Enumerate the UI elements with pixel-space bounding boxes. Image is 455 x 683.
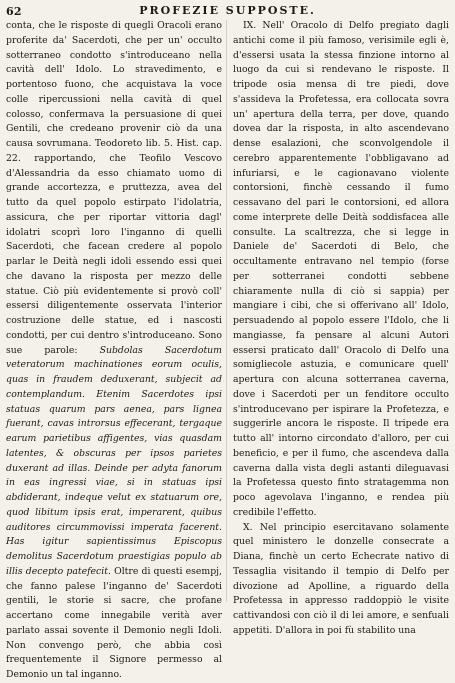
running-title: PROFEZIE SUPPOSTE. [139,4,316,17]
page-number: 62 [6,5,22,18]
paragraph-text: conta, che le risposte di quegli Oracoli erano proferite da' Sacerdoti, che per un' occulto sotterraneo condotto s'introduceano nella cavità dell' Idolo. Lo stravedimento, e portentoso fuono, che acquistava la voce colle ripercussioni nella cavità di quel colosso, confermava la persuasione di quei Gentili, che credeano provenir ciò da una causa sovrumana. Teodoreto lib. 5. Hist. cap. 22. rapportando, che Teofilo Vescovo d'Alessandria da esso chiamato uomo di grande accortezza, e pruttezza, avea del tutto da quel popolo estirpato l'idolatria, assicura, che per riportar vittoria dagl' idolatri scoprì loro l'inganno di quelli Sacerdoti, che facean credere al popolo parlar le Deità negli idoli essendo essi quei che davano la risposta per mezzo delle statue. Ciò più evidentemente si provò coll' essersi diligentemente osservata l'interior costruzione delle statue, ed i nascosti condotti, per cui dentro s'introduceano. Sono sue parole: [6,20,222,356]
paragraph-ix: IX. Nell' Oracolo di Delfo pregiato dagli antichi come il più famoso, verisimile egli è, d'essersi usata la stessa finzione intorno al luogo da cui si rendevano le risposte. Il tripode osia mensa di tre piedi, dove s'assideva la Profetessa, era collocata sovra un' apertura della terra, per dove, quando dovea dar la risposta, in alto ascendevano dense esalazioni, che sconvolgendole il cerebro apparentemente l'obbligavano ad infuriarsi, e le cagionavano violente contorsioni, finchè cessando il fumo cessavano del pari le contorsioni, ed allora come interprete delle Deità soddisfacea alle consulte. La scaltrezza, che si legge in Daniele de' Sacerdoti di Belo, che occultamente entravano nel tempio (forse per sotterranei condotti sebbene chiaramente nulla di ciò si sappia) per mangiare i cibi, che si offerivano all' Idolo, persuadendo al popolo essere l'Idolo, che li mangiasse, fa pensare al alcuni Autori essersi praticato dall' Oracolo di Delfo una somigliecole astuzia, e comunicare quell' apertura con alcuna sotterranea caverna, dove i Sacerdoti per un fenditore occulto s'introducevano per ispirare la Profetezza, e suggerirle ancora le risposte. Il tripede era tutto all' intorno circondato d'alloro, per cui beneficio, e per il fumo, che ascendeva dalla caverna dalla vista degli astanti dileguavasi la Profetessa questo finto stratagemma non poco agevolava l'inganno, e rendea più credibile l'effetto. [233,20,449,518]
latin-quotation: Subdolas Sacerdotum veteratorum machinationes eorum oculis, quas in fraudem deduxerant, subjecit ad contemplandum. Etenim Sacerdotes ipsi statuas quarum pars aenea, pars lignea fuerant, cavas introrsus effecerant, tergaque earum parietibus affigentes, vias quasdam latentes, & obscuras per ipsos parietes duxerant ad illas. Deinde per adyta fanorum in eas ingressi viae, si in statuas ipsi abdiderant, indeque velut ex statuarum ore, quod libitum ipsis erat, imperarent, quibus auditores circummovissi imperata facerent. Has igitur sapientissimus Episcopus demolitus Sacerdotum praestigias populo ab illis decepto patefecit. [6,344,222,577]
paragraph-x: X. Nel principio esercitavano solamente quel ministero le donzelle consecrate a Diana, finchè un certo Echecrate nativo di Tessaglia visitando il tempio di Delfo per divozione ad Apolline, a riguardo della Profetessa in appresso raddoppiò le visite cattivandosi con ciò il di lei amore, e senfuali appetiti. D'allora in poi fù stabilito una [233,521,449,636]
column-gutter [226,20,227,602]
right-column [233,19,449,636]
paragraph-continued [6,19,222,683]
left-column [6,19,222,680]
paragraph-tail: Oltre di questi esempj, che fanno palese l'inganno de' Sacerdoti gentili, le storie si sacre, che profane accertano come innegabile verità aver parlato assai sovente il Demonio negli Idoli. Non convengo però, che abbia così frequentemente il Signore permesso al Demonio un tal inganno. [6,565,222,680]
